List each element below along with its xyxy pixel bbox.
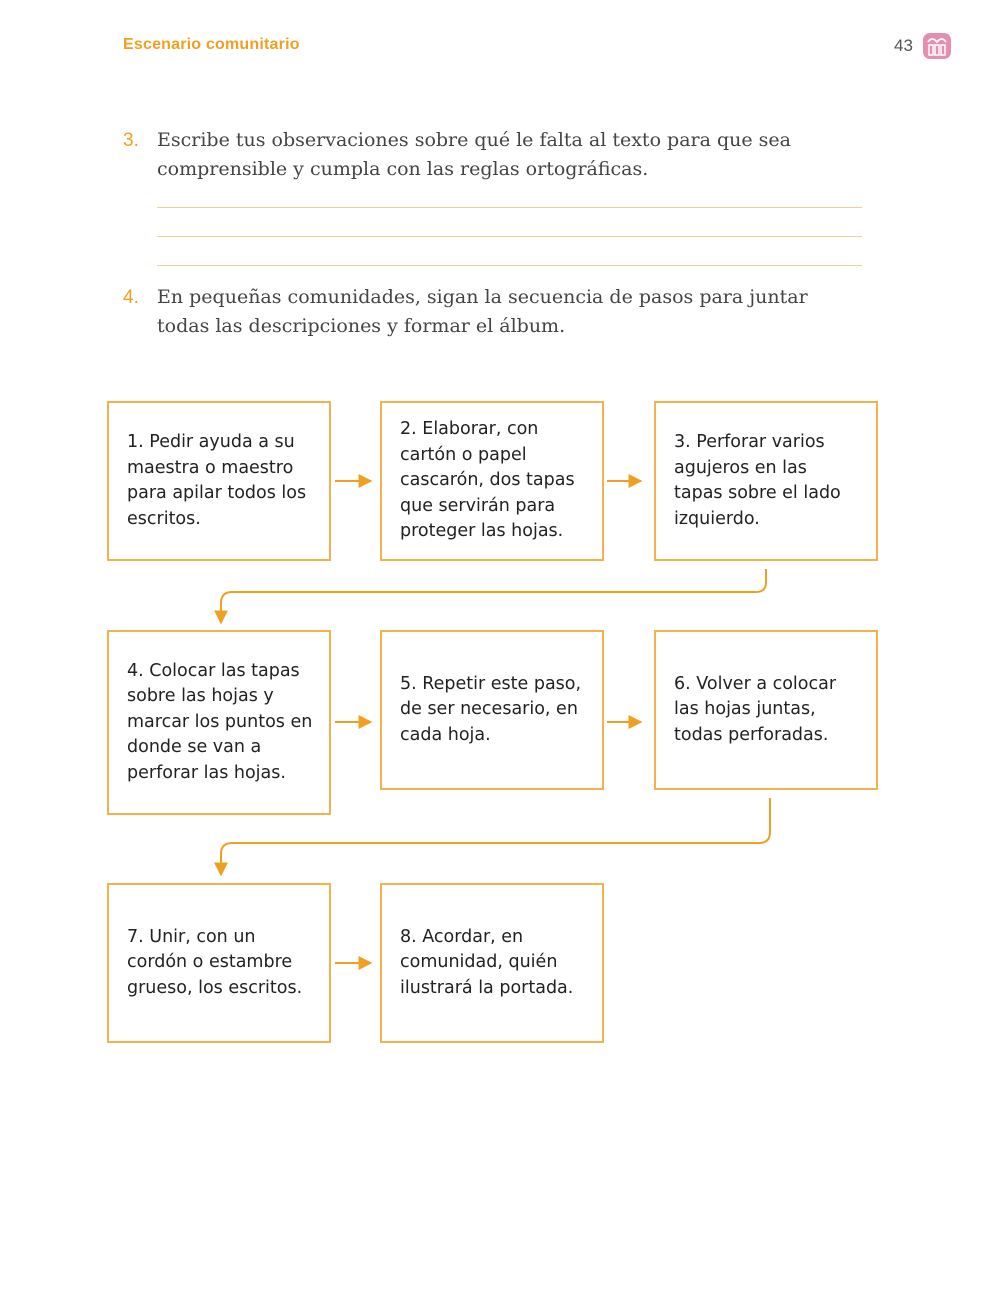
step-text: 1. Pedir ayuda a su maestra o maestro para apilar todos los escritos. [127,432,307,529]
question-number: 3. [123,130,139,151]
step-text: 8. Acordar, en comunidad, quién ilustrará la portada. [400,926,574,998]
step-box-7 [107,883,331,1043]
step-box-5 [380,630,604,790]
question-number: 4. [123,287,139,308]
step-text: 5. Repetir este paso, de ser necesario, en cada hoja. [400,673,582,745]
page-number: 43 [894,36,913,55]
step-text: 7. Unir, con un cordón o estambre grueso, los escritos. [127,926,303,998]
step-text: 4. Colocar las tapas sobre las hojas y marcar los puntos en donde se van a perforar las hojas. [127,660,313,783]
question-text: Escribe tus observaciones sobre qué le falta al texto para que sea comprensible y cumpla con las reglas ortográficas. [157,129,791,180]
question-text: En pequeñas comunidades, sigan la secuencia de pasos para juntar todas las descripciones y formar el álbum. [157,286,808,337]
step-text: 3. Perforar varios agujeros en las tapas sobre el lado izquierdo. [674,432,841,529]
step-text: 2. Elaborar, con cartón o papel cascarón, dos tapas que servirán para proteger las hojas. [400,419,575,542]
step-box-8 [380,883,604,1043]
arrow-down-left-icon [221,569,766,623]
step-box-4 [107,630,331,815]
step-box-6 [654,630,878,790]
section-title: Escenario comunitario [123,36,300,53]
step-box-2 [380,401,604,561]
step-box-1 [107,401,331,561]
step-box-3 [654,401,878,561]
step-text: 6. Volver a colocar las hojas juntas, todas perforadas. [674,673,837,745]
